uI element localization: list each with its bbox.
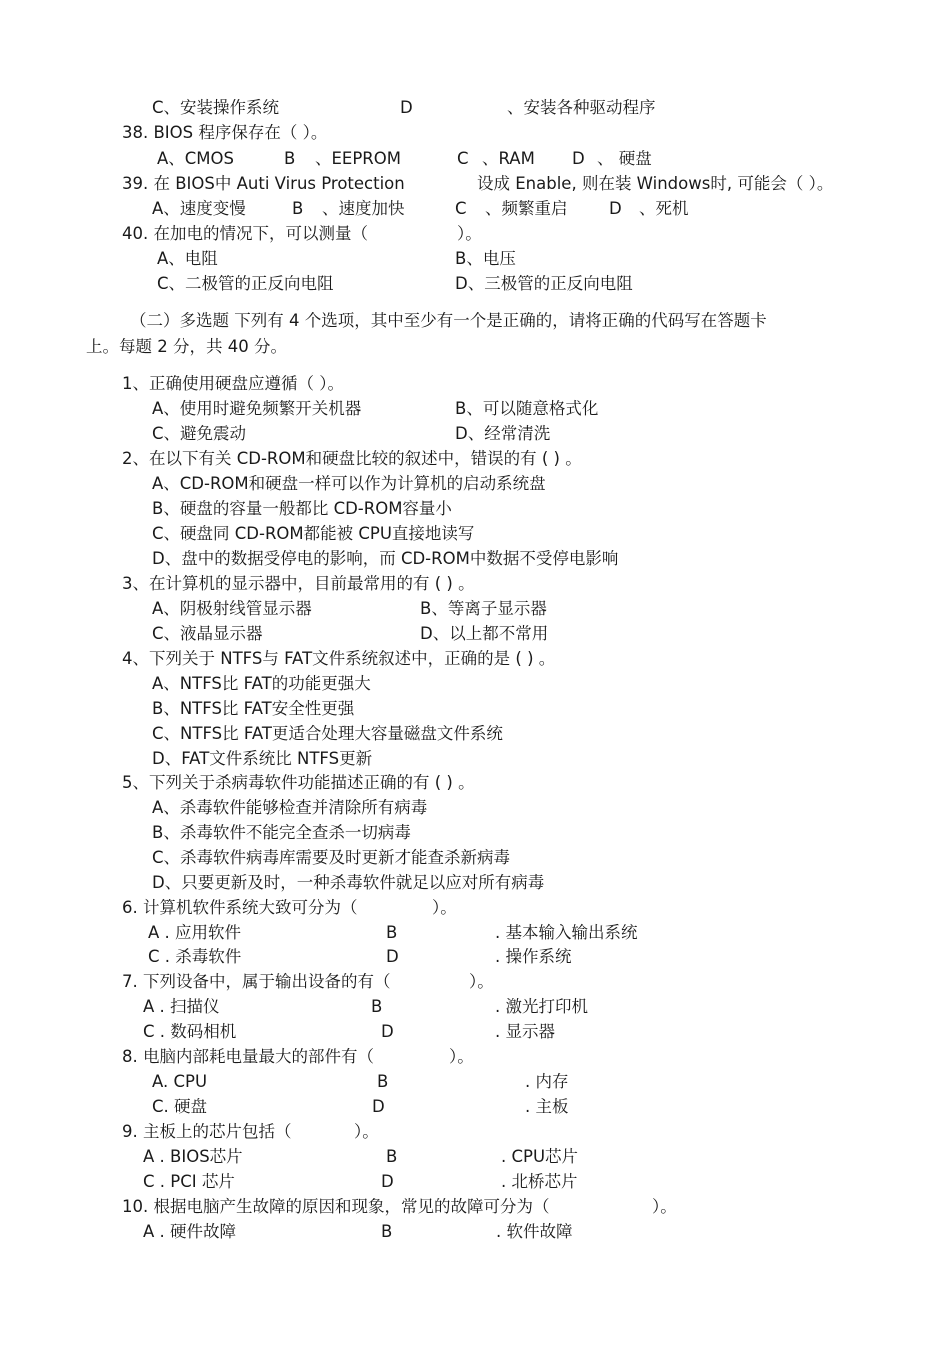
text-segment: 2、在以下有关 CD-ROM和硬盘比较的叙述中，错误的有 ( ) 。 (122, 449, 582, 468)
text-segment: 7. 下列设备中，属于输出设备的有（ (122, 972, 391, 991)
text-segment: A . BIOS芯片 (143, 1147, 243, 1166)
text-segment: . 软件故障 (496, 1222, 573, 1241)
text-segment: A . 应用软件 (148, 923, 242, 942)
text-segment: 38. BIOS 程序保存在（ ）。 (122, 123, 328, 142)
text-segment: B (377, 1072, 389, 1091)
text-segment: 、速度加快 (322, 199, 405, 218)
text-segment: D (609, 199, 622, 218)
text-segment: B、杀毒软件不能完全查杀一切病毒 (152, 823, 411, 842)
text-segment: 设成 Enable, 则在装 Windows时, 可能会（ ）。 (477, 174, 834, 193)
text-segment: 8. 电脑内部耗电量最大的部件有（ (122, 1047, 374, 1066)
text-segment: C . PCI 芯片 (143, 1172, 235, 1191)
text-segment: 、EEPROM (315, 149, 401, 168)
text-segment: B (284, 149, 296, 168)
text-segment: D、三极管的正反向电阻 (455, 274, 633, 293)
text-segment: C、液晶显示器 (152, 624, 263, 643)
text-segment: A. CPU (152, 1072, 208, 1091)
text-segment: 3、在计算机的显示器中，目前最常用的有 ( ) 。 (122, 574, 475, 593)
text-segment: 、 硬盘 (597, 149, 652, 168)
text-segment: . 北桥芯片 (501, 1172, 578, 1191)
text-segment: ）。 (652, 1197, 677, 1216)
text-segment: D (372, 1097, 385, 1116)
text-segment: B、硬盘的容量一般都比 CD-ROM容量小 (152, 499, 452, 518)
text-segment: B、NTFS比 FAT安全性更强 (152, 699, 355, 718)
text-segment: B (292, 199, 304, 218)
text-segment: A、电阻 (157, 249, 218, 268)
text-segment: C、硬盘同 CD-ROM都能被 CPU直接地读写 (152, 524, 475, 543)
text-segment: （二）多选题 下列有 4 个选项，其中至少有一个是正确的，请将正确的代码写在答题卡 (130, 311, 767, 330)
text-segment: 4、下列关于 NTFS与 FAT文件系统叙述中，正确的是 ( ) 。 (122, 649, 556, 668)
text-segment: A、阴极射线管显示器 (152, 599, 312, 618)
text-segment: 9. 主板上的芯片包括（ (122, 1122, 292, 1141)
text-segment: 、频繁重启 (485, 199, 568, 218)
text-segment: D、以上都不常用 (420, 624, 549, 643)
text-segment: ）。 (457, 224, 482, 243)
text-segment: B、电压 (455, 249, 516, 268)
text-segment: . 激光打印机 (495, 997, 588, 1016)
text-segment: C、二极管的正反向电阻 (157, 274, 334, 293)
text-segment: B、可以随意格式化 (455, 399, 599, 418)
text-segment: D、FAT文件系统比 NTFS更新 (152, 749, 373, 768)
text-segment: 、RAM (482, 149, 535, 168)
text-segment: 、安装各种驱动程序 (507, 98, 656, 117)
text-segment: . 主板 (525, 1097, 569, 1116)
text-segment: A、使用时避免频繁开关机器 (152, 399, 362, 418)
text-segment: 6. 计算机软件系统大致可分为（ (122, 898, 358, 917)
text-segment: C、杀毒软件病毒库需要及时更新才能查杀新病毒 (152, 848, 511, 867)
text-segment: . 操作系统 (495, 947, 572, 966)
text-segment: D (381, 1022, 394, 1041)
text-segment: D、经常清洗 (455, 424, 551, 443)
text-segment: . 显示器 (495, 1022, 555, 1041)
text-segment: 40. 在加电的情况下，可以测量（ (122, 224, 368, 243)
text-segment: A、速度变慢 (152, 199, 246, 218)
text-segment: ）。 (432, 898, 457, 917)
text-segment: C (455, 199, 467, 218)
text-segment: C、安装操作系统 (152, 98, 280, 117)
text-segment: ）。 (354, 1122, 379, 1141)
text-segment: 上。每题 2 分，共 40 分。 (86, 337, 287, 356)
text-segment: C、NTFS比 FAT更适合处理大容量磁盘文件系统 (152, 724, 503, 743)
text-segment: D、盘中的数据受停电的影响，而 CD-ROM中数据不受停电影响 (152, 549, 619, 568)
text-segment: A、CMOS (157, 149, 235, 168)
text-segment: 10. 根据电脑产生故障的原因和现象，常见的故障可分为（ (122, 1197, 550, 1216)
text-segment: 、死机 (639, 199, 689, 218)
text-segment: D (572, 149, 585, 168)
text-segment: B (386, 1147, 398, 1166)
text-segment: . CPU芯片 (501, 1147, 579, 1166)
text-segment: C . 数码相机 (143, 1022, 237, 1041)
text-segment: D (386, 947, 399, 966)
text-segment: C、避免震动 (152, 424, 247, 443)
text-segment: B (386, 923, 398, 942)
text-segment: 39. 在 BIOS中 Auti Virus Protection (122, 174, 405, 193)
text-segment: 5、下列关于杀病毒软件功能描述正确的有 ( ) 。 (122, 773, 475, 792)
text-segment: 1、正确使用硬盘应遵循（ ）。 (122, 374, 344, 393)
text-segment: A、CD-ROM和硬盘一样可以作为计算机的启动系统盘 (152, 474, 546, 493)
text-segment: A、NTFS比 FAT的功能更强大 (152, 674, 371, 693)
text-segment: D、只要更新及时，一种杀毒软件就足以应对所有病毒 (152, 873, 545, 892)
text-segment: C . 杀毒软件 (148, 947, 242, 966)
text-segment: D (381, 1172, 394, 1191)
text-segment: B (381, 1222, 393, 1241)
text-segment: B、等离子显示器 (420, 599, 547, 618)
text-segment: . 基本输入输出系统 (495, 923, 638, 942)
text-segment: C (457, 149, 469, 168)
text-segment: ）。 (469, 972, 494, 991)
text-segment: A . 扫描仪 (143, 997, 220, 1016)
text-segment: A . 硬件故障 (143, 1222, 237, 1241)
text-segment: C. 硬盘 (152, 1097, 208, 1116)
text-segment: . 内存 (525, 1072, 569, 1091)
text-segment: B (371, 997, 383, 1016)
text-segment: A、杀毒软件能够检查并清除所有病毒 (152, 798, 428, 817)
text-segment: D (400, 98, 413, 117)
text-segment: ）。 (449, 1047, 474, 1066)
